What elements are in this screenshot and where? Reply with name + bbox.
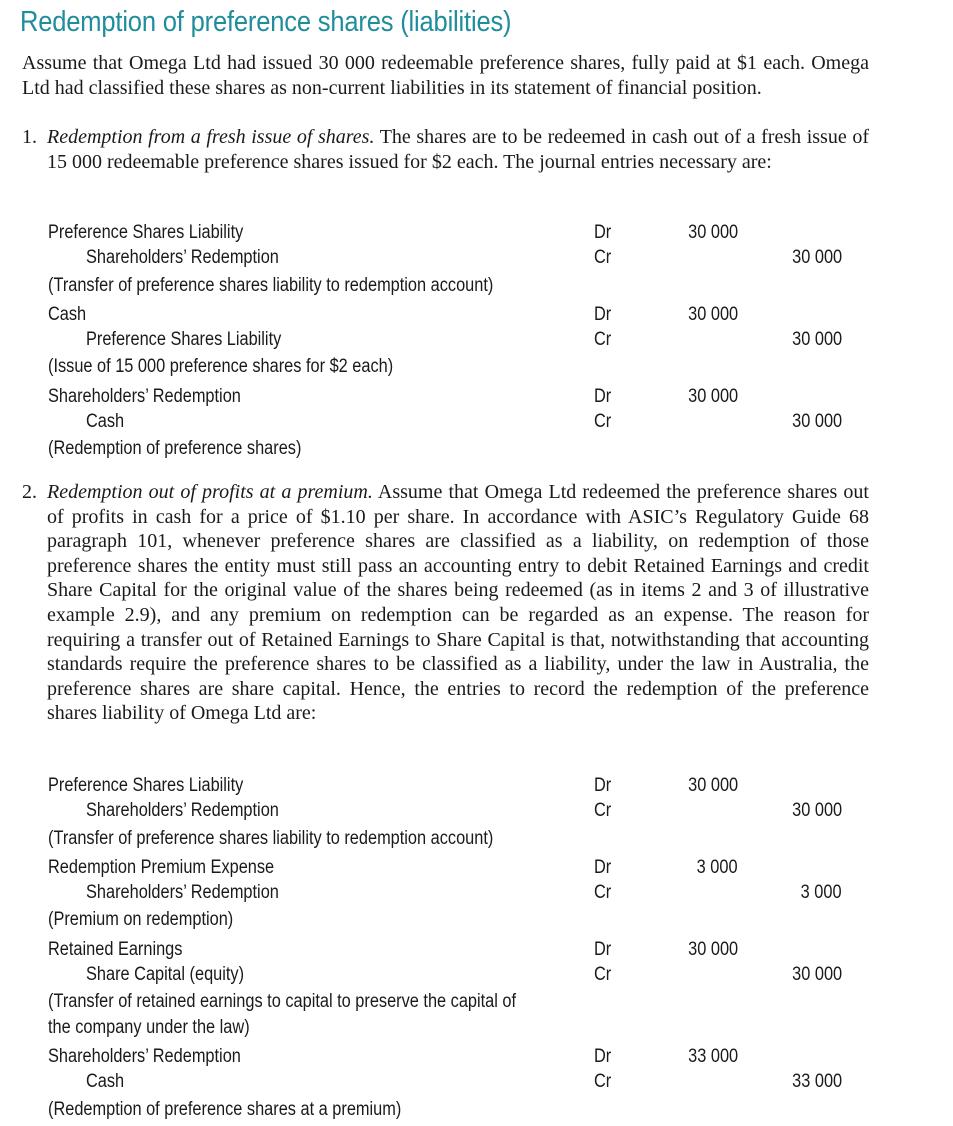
item-body: Assume that Omega Ltd redeemed the preference shares out of profits in cash for a price of $1.10 per share. In accordance with ASIC’s Regulatory Guide 68 paragraph 101, whenever preference shares are classified as a liability, on redemption of those preference shares the entity must still pass an accounting entry to debit Retained Earnings and credit Share Capital for the original value of the shares being redeemed (as in items 2 and 3 of illustrative example 2.9), and any premium on redemption can be regarded as an expense. The reason for requiring a transfer out of Retained Earnings to Share Capital is that, notwithstanding that accounting standards require the preference shares to be classified as a liability, under the law in Australia, the preference shares are share capital. Hence, the entries to record the redemption of the preference shares liability of Omega Ltd are: — [47, 481, 869, 725]
credit-account: Shareholders’ Redemption — [86, 882, 279, 904]
credit-account: Shareholders’ Redemption — [86, 800, 279, 822]
credit-line — [48, 964, 848, 989]
credit-account: Share Capital (equity) — [86, 964, 245, 986]
cr-label: Cr — [594, 411, 612, 433]
credit-account: Shareholders’ Redemption — [86, 247, 279, 269]
debit-line — [48, 386, 848, 411]
credit-line — [48, 1071, 848, 1096]
debit-amount: 30 000 — [688, 385, 738, 407]
debit-line — [48, 222, 848, 247]
item-text — [47, 125, 869, 174]
credit-line — [48, 882, 848, 907]
credit-amount: 33 000 — [792, 1071, 842, 1093]
intro-paragraph: Assume that Omega Ltd had issued 30 000 redeemable preference shares, fully paid at $1 each. Omega Ltd had classified these shares as non-current liabilities in its statement of financial position. — [22, 52, 869, 99]
journal-entry — [48, 857, 848, 933]
cr-label: Cr — [594, 247, 612, 269]
debit-amount: 30 000 — [688, 303, 738, 325]
dr-label: Dr — [594, 1045, 612, 1067]
section-title: Redemption of preference shares (liabilities) — [20, 6, 512, 38]
item-number: 2. — [22, 481, 37, 503]
credit-line — [48, 329, 848, 354]
debit-amount: 30 000 — [688, 222, 738, 243]
narration: (Transfer of retained earnings to capital to preserve the capital of the company under the law) — [48, 991, 517, 1038]
credit-amount: 3 000 — [801, 882, 842, 904]
credit-amount: 30 000 — [792, 964, 842, 986]
credit-account: Preference Shares Liability — [86, 329, 282, 351]
debit-account: Shareholders’ Redemption — [48, 1045, 241, 1067]
item-body: The shares are to be redeemed in cash out of a fresh issue of 15 000 redeemable preference shares issued for $2 each. The journal entries necessary are: — [47, 126, 869, 173]
debit-account: Preference Shares Liability — [48, 222, 244, 243]
credit-amount: 30 000 — [792, 800, 842, 822]
debit-account: Retained Earnings — [48, 938, 183, 960]
credit-account: Cash — [86, 1071, 125, 1093]
debit-account: Preference Shares Liability — [48, 775, 244, 796]
item-text — [47, 480, 869, 726]
dr-label: Dr — [594, 775, 612, 796]
journal-entry — [48, 939, 848, 1040]
debit-account: Shareholders’ Redemption — [48, 385, 241, 407]
credit-line — [48, 247, 848, 272]
narration: (Issue of 15 000 preference shares for $2 each) — [48, 356, 394, 378]
debit-amount: 30 000 — [688, 775, 738, 796]
credit-line — [48, 411, 848, 436]
journal-entry — [48, 775, 848, 851]
narration: (Transfer of preference shares liability to redemption account) — [48, 274, 494, 296]
cr-label: Cr — [594, 800, 612, 822]
credit-amount: 30 000 — [792, 247, 842, 269]
dr-label: Dr — [594, 222, 612, 243]
debit-line — [48, 857, 848, 882]
credit-line — [48, 800, 848, 825]
narration: (Premium on redemption) — [48, 909, 234, 931]
credit-account: Cash — [86, 411, 125, 433]
cr-label: Cr — [594, 1071, 612, 1093]
narration: (Redemption of preference shares at a premium) — [48, 1098, 402, 1120]
journal-entries-2 — [48, 775, 848, 1122]
journal-entry — [48, 222, 848, 298]
debit-line — [48, 1046, 848, 1071]
cr-label: Cr — [594, 882, 612, 904]
dr-label: Dr — [594, 938, 612, 960]
debit-account: Redemption Premium Expense — [48, 856, 275, 878]
credit-amount: 30 000 — [792, 411, 842, 433]
credit-amount: 30 000 — [792, 329, 842, 351]
journal-entry — [48, 386, 848, 462]
debit-amount: 33 000 — [688, 1045, 738, 1067]
dr-label: Dr — [594, 303, 612, 325]
numbered-item-1 — [22, 125, 869, 174]
item-heading: Redemption out of profits at a premium. — [47, 481, 373, 503]
narration: (Transfer of preference shares liability to redemption account) — [48, 827, 494, 849]
debit-account: Cash — [48, 303, 87, 325]
debit-amount: 30 000 — [688, 938, 738, 960]
debit-amount: 3 000 — [697, 856, 738, 878]
debit-line — [48, 939, 848, 964]
item-heading: Redemption from a fresh issue of shares. — [47, 126, 375, 148]
debit-line — [48, 304, 848, 329]
debit-line — [48, 775, 848, 800]
cr-label: Cr — [594, 964, 612, 986]
journal-entry — [48, 304, 848, 380]
narration: (Redemption of preference shares) — [48, 438, 302, 460]
numbered-item-2 — [22, 480, 869, 726]
dr-label: Dr — [594, 856, 612, 878]
item-number: 1. — [22, 126, 37, 148]
cr-label: Cr — [594, 329, 612, 351]
journal-entries-1 — [48, 222, 848, 462]
journal-entry — [48, 1046, 848, 1122]
dr-label: Dr — [594, 385, 612, 407]
